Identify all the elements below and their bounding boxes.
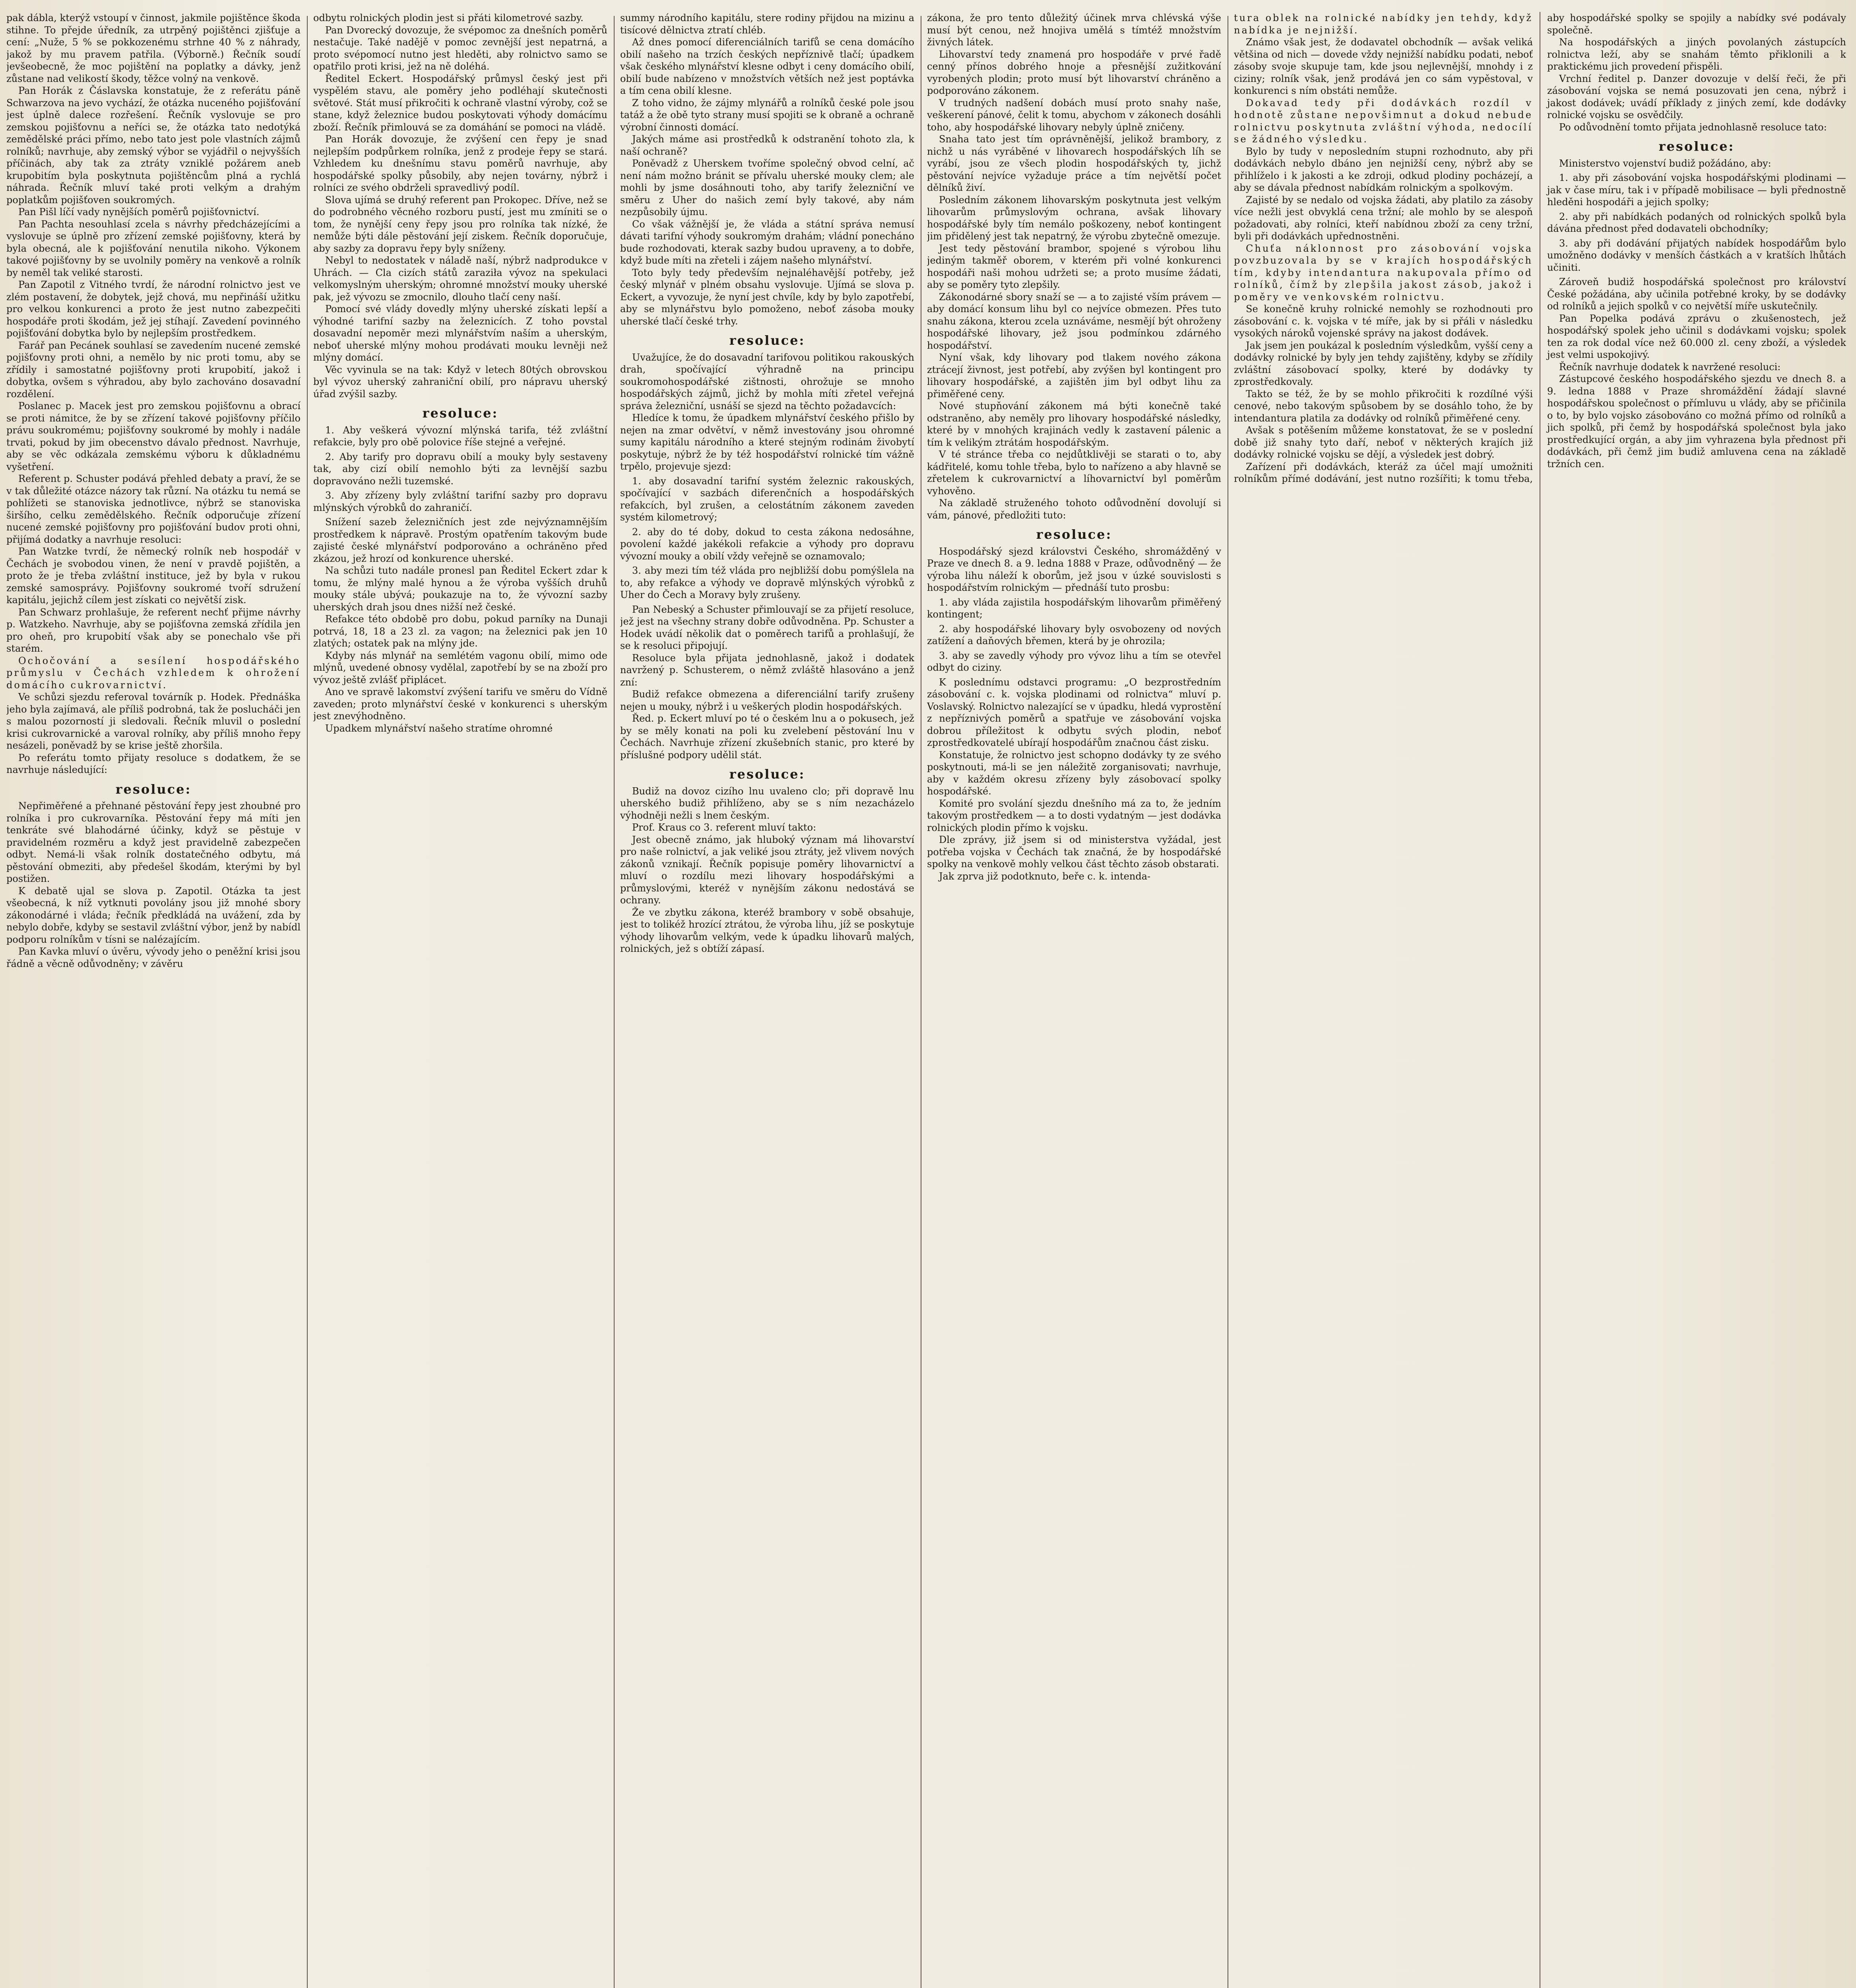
resolution-item: 1. aby vláda zajistila hospodářským lihovarům přiměřený kontingent; — [927, 596, 1221, 620]
paragraph: Refakce této obdobě pro dobu, pokud parníky na Dunaji potrvá, 18, 18 a 23 zl. za vagon; na železnici pak jen 10 zlatých; ostatek pak na mlýny jde. — [313, 613, 607, 649]
resolution-heading: resoluce: — [1658, 139, 1735, 154]
paragraph: Známo však jest, že dodavatel obchodník — avšak veliká většina od nich — dovede vždy nejnižší nabídku podati, neboť zásoby svoje skupuje tam, kde jsou nejlevnější, mnohdy i z ciziny; rolník však, jenž prodává jen co sám vypěstoval, v konkurenci s ním obstáti nemůže. — [1234, 37, 1533, 96]
paragraph: Slova ujímá se druhý referent pan Prokopec. Dříve, než se do podrobného věcného rozboru pustí, jest mu zmíniti se o tom, že nynější ceny řepy jsou pro rolníka tak nízké, že nemůže býti dále pěstování její ziskem. Řečník doporučuje, aby sazby za dopravu řepy byly sníženy. — [313, 194, 607, 254]
paragraph: Resoluce byla přijata jednohlasně, jakož i dodatek navržený p. Schusterem, o němž zvláště hlasováno a jenž zní: — [620, 652, 914, 688]
paragraph: Zajisté by se nedalo od vojska žádati, aby platilo za zásoby více nežli jest obvyklá cena tržní; ale mohlo by se alespoň požadovati, aby rolníci, kteří nabídnou zboží za ceny tržní, byli při dodávkách upřednostněni. — [1234, 194, 1533, 242]
paragraph: Budiž refakce obmezena a diferenciální tarify zrušeny nejen u mouky, nýbrž i u veškerých plodin hospodářských. — [620, 689, 914, 712]
paragraph: Poněvadž z Uherskem tvoříme společný obvod celní, ač není nám možno bránit se přívalu uherské mouky clem; ale mohli by jsme dosáhnouti toho, aby tarify železniční ve směru z Uher do našich zemí byly takové, aby nám nezpůsobily újmu. — [620, 158, 914, 217]
resolution-item: 3. aby při dodávání přijatých nabídek hospodářům bylo umožněno dodávky v menších částkách a v kratších lhůtách učiniti. — [1547, 237, 1846, 273]
resolution-heading: resoluce: — [729, 333, 805, 348]
paragraph: Komité pro svolání sjezdu dnešního má za to, že jedním takovým prostředkem — a to dosti vydatným — jest dodávka rolnických plodin přímo k vojsku. — [927, 798, 1221, 833]
paragraph: Kdyby nás mlynář na semlétém vagonu obilí, mimo ode mlýnů, uvedené obnosy vydělal, zapotřebí by se na zboží pro vývoz ještě zvlášť připlácet. — [313, 650, 607, 685]
resolution-heading: resoluce: — [1036, 527, 1112, 542]
resolution-item: 1. aby při zásobování vojska hospodářskými plodinami — jak v čase míru, tak i v případě mobilisace — byli přednostně hleděni hospodáři a jejich spolky; — [1547, 172, 1846, 208]
column-divider — [614, 16, 615, 1988]
paragraph: Pan Kavka mluví o úvěru, vývody jeho o peněžní krisi jsou řádně a věcně odůvodněny; v závěru — [6, 946, 301, 969]
paragraph: Že ve zbytku zákona, kteréž brambory v sobě obsahuje, jest to tolikéž hrozící ztrátou, že výroba lihu, jíž se poskytuje výhody lihovarům velkým, vede k úpadku lihovarů malých, rolnických, jež s obtíží zápasí. — [620, 907, 914, 954]
paragraph: Pan Horák z Čáslavska konstatuje, že z referátu páně Schwarzova na jevo vychází, že otázka nuceného pojišťování jest úplně dalece rozřešení. Řečník vyslovuje se pro zemskou pojišťovnu a neříci se, že otázka tato nedotýká zemědělské práci přímo, nebo tato jest pole vlastních zájmů rolníků; navrhuje, aby zemský výbor se vyjádřil o nejvyšších příčinách, aby tak za ztráty vzniklé požárem aneb krupobitím byla poskytnuta pojištěncům plná a rychlá náhrada. Řečník mluví také proti velkým a drahým poplatkům pojišťoven soukromých. — [6, 85, 301, 206]
column-2 — [313, 12, 607, 1988]
paragraph: V trudných nadšení dobách musí proto snahy naše, veškerení pánové, čelit k tomu, abychom v zákonech dosáhli toho, aby hospodářské lihovary nebyly úplně zničeny. — [927, 97, 1221, 133]
paragraph: Uvažujíce, že do dosavadní tarifovou politikou rakouských drah, spočívající výhradně na principu soukromohospodářské zištnosti, ohrožuje se mnoho hospodářských zájmů, jichž by mohla míti zřetel veřejná správa železniční, usnáší se sjezd na těchto požadavcích: — [620, 351, 914, 412]
paragraph: Pan Zapotil z Vitného tvrdí, že národní rolnictvo jest ve zlém postavení, že dobytek, jejž chová, mu nepřináší užitku pro velkou konkurenci a proto že jest nutno zabezpečiti hospodáře proti škodám, jež jej stíhají. Zavedení povinného pojišťování dobytka bylo by nejlepším prostředkem. — [6, 279, 301, 339]
paragraph: Až dnes pomocí diferenciálních tarifů se cena domácího obilí našeho na trzích českých nepříznivě tlačí; úpadkem však českého mlynářství klesne odbyt i ceny domácího obilí, obilí bude nabízeno v množstvích větších než jest poptávka a tím cena obilí klesne. — [620, 37, 914, 96]
paragraph: Lihovarství tedy znamená pro hospodáře v prvé řadě cenný přínos dobrého hnoje a přesnější zužitkování vyrobených plodin; proto musí být lihovarství chráněno a podporováno zákonem. — [927, 49, 1221, 96]
paragraph: Pan Schwarz prohlašuje, že referent nechť přijme návrhy p. Watzkeho. Navrhuje, aby se pojišťovna zemská zřídila jen pro oheň, pro krupobití však aby se ponechalo vše při starém. — [6, 606, 301, 654]
resolution-item: 3. aby se zavedly výhody pro vývoz lihu a tím se otevřel odbyt do ciziny. — [927, 650, 1221, 673]
paragraph: Hledíce k tomu, že úpadkem mlynářství českého přišlo by nejen na zmar odvětví, v němž investovány jsou ohromné sumy kapitálu národního a které stejným rodinám živobytí poskytuje, nýbrž že by též hospodářství rolnické tím vážně trpělo, projevuje sjezd: — [620, 412, 914, 472]
resolution-heading: resoluce: — [115, 781, 192, 797]
paragraph: Jakých máme asi prostředků k odstranění tohoto zla, k naší ochraně? — [620, 134, 914, 157]
resolution-item: 2. aby do té doby, dokud to cesta zákona nedosáhne, povolení každé jakékoli refakcie a výhody pro dopravu vývozní mouky a obilí vždy veřejně se oznamovalo; — [620, 526, 914, 562]
paragraph: V té stránce třeba co nejdůtklivěji se starati o to, aby kádřitelé, komu tohle třeba, bylo to nařízeno a aby hlavně se zřetelem k cukrovarnictví a líhovarnictví byl poměrům vyhověno. — [927, 449, 1221, 497]
paragraph: Pan Pachta nesouhlasí zcela s návrhy předcházejícími a vyslovuje se úplně pro zřízení zemské pojišťovny, která by byla obecná, ale k pojišťování nenutila nikoho. Výkonem takové pojišťovny by se uvolnily poměry na venkově a rolník by neměl tak veliké starosti. — [6, 218, 301, 278]
paragraph: Dle zprávy, již jsem si od ministerstva vyžádal, jest potřeba vojska v Čechách tak značná, že by hospodářské spolky na venkově mohly velkou část těchto zásob obstarati. — [927, 834, 1221, 870]
paragraph: Zákonodárné sbory snaží se — a to zajisté vším právem — aby domácí konsum lihu byl co nejvíce obmezen. Přes tuto snahu zákona, kterou zcela uznáváme, nesmějí být ohroženy hospodářské lihovary, jež jsou podmínkou zdárného hospodářství. — [927, 291, 1221, 351]
paragraph: Prof. Kraus co 3. referent mluví takto: — [632, 822, 816, 833]
paragraph: Pan Popelka podává zprávu o zkušenostech, jež hospodářský spolek jeho učinil s dodávkami vojsku; spolek ten za rok dodal více než 60.000 zl. ceny zboží, a výsledek jest velmi uspokojivý. — [1547, 313, 1846, 360]
paragraph: Budiž na dovoz cizího lnu uvaleno clo; při dopravě lnu uherského budiž přihlíženo, aby se s ním nezacházelo výhodněji nežli s lnem českým. — [620, 785, 914, 821]
paragraph: Takto se též, že by se mohlo přikročiti k rozdílné výši cenové, nebo takovým spůsobem by se dosáhlo toho, že by intendantura platila za dodávky od rolníků přiměřené ceny. — [1234, 388, 1533, 424]
paragraph: Ministerstvo vojenství budiž požádáno, aby: — [1559, 157, 1771, 169]
resolution-item: 1. Aby veškerá vývozní mlýnská tarifa, též zvláštní refakcie, byly pro obě polovice říše stejné a veřejné. — [313, 424, 607, 448]
paragraph: Na základě struženého tohoto odůvodnění dovolují si vám, pánové, předložiti tuto: — [927, 497, 1221, 521]
paragraph: Po referátu tomto přijaty resoluce s dodatkem, že se navrhuje následující: — [6, 752, 301, 775]
paragraph: Pan Pišl líčí vady nynějších poměrů pojišťovnictví. — [18, 206, 260, 217]
resolution-item: 2. aby hospodářské lihovary byly osvobozeny od nových zatížení a daňových břemen, která by je ohrozila; — [927, 623, 1221, 646]
paragraph: Se konečně kruhy rolnické nemohly se rozhodnouti pro zásobování c. k. vojska v té míře, jak by si přáli v následku vysokých nároků vojenské správy na jakost dodávek. — [1234, 303, 1533, 339]
paragraph: tura oblek na rolnické nabídky jen tehdy, když nabídka je nejnižší. — [1234, 12, 1533, 36]
paragraph: Snaha tato jest tím oprávněnější, jelikož brambory, z nichž u nás vyráběné v lihovarech hospodářských líh se vyrábí, jsou ze všech plodin hospodářských ty, jichž pěstování nejvíce vyžaduje práce a tím největší počet dělníků živí. — [927, 134, 1221, 193]
resolution-item: 3. Aby zřízeny byly zvláštní tarifní sazby pro dopravu mlýnských výrobků do zahraničí. — [313, 490, 607, 513]
paragraph: Po odůvodnění tomto přijata jednohlasně resoluce tato: — [1559, 121, 1827, 133]
paragraph: Na hospodářských a jiných povolaných zástupcích rolnictva leží, aby se snahám těmto přiklonili a k praktickému jich provedení přispěli. — [1547, 37, 1846, 72]
column-3 — [620, 12, 914, 1988]
paragraph: Z toho vidno, že zájmy mlynářů a rolníků české pole jsou tatáž a že obě tyto strany musí spojiti se k obraně a ochraně výrobní činnosti domácí. — [620, 97, 914, 133]
column-divider — [307, 16, 308, 1988]
paragraph: Pan Nebeský a Schuster přimlouvají se za přijetí resoluce, jež jest na všechny strany dobře odůvodněna. Pp. Schuster a Hodek uvádí několik dat o poměrech tarifů a prohlašují, že se k resoluci připojují. — [620, 604, 914, 651]
paragraph: zákona, že pro tento důležitý účinek mrva chlévská výše musí být cenou, než hnojiva umělá s tímtéž množstvím živných látek. — [927, 12, 1221, 48]
paragraph: Zástupcové českého hospodářského sjezdu ve dnech 8. a 9. ledna 1888 v Praze shromáždění žádají slavné hospodářskou společnost o přímluvu u vlády, aby se přičinila o to, by bylo vojsko zásobováno co možná přímo od rolníků a jich spolků, při čemž by hospodářská společnost byla jako prostředkující orgán, a aby jim vyhrazena byla přednost při dodávkách, při čemž jim budiž amluvena cena na základě tržních cen. — [1547, 373, 1846, 470]
paragraph: Avšak s potěšením můžeme konstatovat, že se v poslední době již snahy tyto daří, neboť v některých krajích již dodávky rolnické vojsku se dějí, a výsledek jest dobrý. — [1234, 425, 1533, 460]
column-4 — [927, 12, 1221, 1988]
paragraph: Snížení sazeb železničních jest zde nejvýznamnějším prostředkem k nápravě. Prostým opatřením takovým bude zajisté české mlynářství podporováno a ochráněno před zkázou, jež hrozí od konkurence uherské. — [313, 516, 607, 564]
paragraph: Jest obecně známo, jak hluboký význam má lihovarství pro naše rolnictví, a jak veliké jsou ztráty, jež vlivem nových zákonů vznikají. Řečník popisuje poměry lihovarnictví a mluví o rozdílu mezi lihovary hospodářskými a průmyslovými, kteréž v nynějším zákonu nedostává se ochrany. — [620, 834, 914, 906]
paragraph: Farář pan Pecánek souhlasí se zavedením nucené zemské pojišťovny proti ohni, a nemělo by nic proti tomu, aby se zřídily i samostatné pojišťovny proti krupobití, jakož i dobytka, ovšem s výhradou, aby bylo zachováno dosavadní rozdělení. — [6, 340, 301, 400]
section-heading: Ochočování a sesílení hospodářského průmyslu v Čechách vzhledem k ohrožení domácího cukrovarnictví. — [6, 655, 301, 691]
paragraph: Řed. p. Eckert mluví po té o českém lnu a o pokusech, jež by se měly konati na poli ku zvelebení pěstování lnu v Čechách. Navrhuje zřízení zkušebních stanic, pro které by příslušné podpory udělil stát. — [620, 713, 914, 761]
paragraph: Posledním zákonem lihovarským poskytnuta jest velkým lihovarům průmyslovým ochrana, avšak lihovary hospodářské byly tím nemálo poškozeny, neboť kontingent jim přidělený jest tak nepatrný, že výrobu zbytečně omezuje. — [927, 194, 1221, 242]
paragraph: Nebyl to nedostatek v náladě naší, nýbrž nadprodukce v Uhrách. — Cla cizích států zaraziła vývoz na spekulaci velkomyslným uherským; ohromné množství mouky uherské pak, jež vývozu se zmocnilo, dlouho tlačí ceny naší. — [313, 255, 607, 303]
paragraph: Konstatuje, že rolnictvo jest schopno dodávky ty ze svého poskytnouti, má-li se jen náležitě zorganisovati; navrhuje, aby v každém okresu zřízeny byly zásobovací spolky hospodářské. — [927, 749, 1221, 797]
resolution-item: 2. aby při nabídkách podaných od rolnických spolků byla dávána přednost před dodavateli obchodníky; — [1547, 211, 1846, 234]
paragraph: Toto byly tedy především nejnaléhavější potřeby, jež český mlynář v plném obsahu vyslovuje. Ujímá se slova p. Eckert, a vyvozuje, že nyní jest chvíle, kdy by bylo zapotřebí, aby se mlynářstvu bylo pomoženo, neboť zásoba mouky uherské tlačí české trhy. — [620, 267, 914, 327]
paragraph: Dokavad tedy při dodávkách rozdíl v hodnotě zůstane nepovšimnut a dokud nebude rolnictvu poskytnuta zvláštní výhoda, nedocílí se žádného výsledku. — [1234, 97, 1533, 145]
paragraph: Ředitel Eckert. Hospodářský průmysl český jest při vyspělém stavu, ale poměry jeho podléhají skutečnosti světové. Stát musí přikročiti k ochraně vlastní výroby, což se stane, když železnice budou poskytovati výhody domácímu zboží. Řečník přimlouvá se za domáhání se pomoci na vládě. — [313, 73, 607, 133]
paragraph: Vrchní ředitel p. Danzer dovozuje v delší řeči, že při zásobování vojska se nemá posuzovati jen cena, nýbrž i jakost dodávek; uvádí příklady z jiných zemí, kde dodávky rolnické vojsku se osvědčily. — [1547, 73, 1846, 120]
paragraph: Pan Watzke tvrdí, že německý rolník neb hospodář v Čechách je svobodou vinen, že není v pravdě pojištěn, a proto že je třeba zvláštní instituce, jež by byla v rukou zemské samosprávy. Pojišťovny soukromé tvoří sdružení kapitálu, jejichž cílem jest získati co největší zisk. — [6, 546, 301, 606]
column-1 — [6, 12, 301, 1988]
paragraph: Poslanec p. Macek jest pro zemskou pojišťovnu a obrací se proti námitce, že by se zřízení takové pojišťovny příčilo právu soukromému; pojišťovny soukromé by mohly i nadále trvati, pokud by jim obecenstvo dávalo přednost. Navrhuje, aby se věc odkázala zemskému výboru k důkladnému vyšetření. — [6, 400, 301, 472]
paragraph: Zároveň budiž hospodářská společnost pro království České požádána, aby učinila potřebné kroky, by se dodávky od rolníků a jejich spolků v co největší míře uskutečnily. — [1547, 276, 1846, 312]
paragraph: Řečník navrhuje dodatek k navržené resoluci: — [1559, 361, 1781, 373]
paragraph: Jak zprva již podotknuto, beře c. k. intenda- — [939, 870, 1151, 882]
paragraph: summy národního kapitálu, stere rodiny přijdou na mizinu a tisícové dělnictva ztratí chléb. — [620, 12, 914, 36]
paragraph: Nové stupňování zákonem má býti konečně také odstraněno, aby neměly pro lihovary hospodářské následky, které by v mnohých krajinách vedly k zastavení pálenic a tím k velikým ztrátám hospodářským. — [927, 400, 1221, 448]
paragraph: Nyní však, kdy lihovary pod tlakem nového zákona ztrácejí živnost, jest potřebí, aby zvýšen byl kontingent pro lihovary hospodářské, a zajištěn jim byl odbyt lihu za přiměřené ceny. — [927, 352, 1221, 400]
paragraph: Pan Horák dovozuje, že zvýšení cen řepy je snad nejlepším podpůrkem rolníka, jenž z prodeje řepy se stará. Vzhledem ku dnešnímu stavu poměrů navrhuje, aby hospodářské spolky působily, aby nejen továrny, nýbrž i rolníci ze svého obdrželi spravedlivý podíl. — [313, 134, 607, 193]
paragraph: K poslednímu odstavci programu: „O bezprostředním zásobování c. k. vojska plodinami od rolnictva“ mluví p. Voslavský. Rolnictvo nalezající se v úpadku, hledá vyprostění z nepříznivých poměrů a spatřuje ve zásobování vojska dobrou příležitost k odbytu svých plodin, neboť zprostředkovatelé ubírají hospodářům značnou část zisku. — [927, 676, 1221, 748]
paragraph: Hospodářský sjezd královstvi Českého, shromážděný v Praze ve dnech 8. a 9. ledna 1888 v Praze, odůvodněný — že výroba lihu náleží k oborům, jež jsou v úzké souvislosti s hospodářstvím rolnickým — přednáší tuto prosbu: — [927, 546, 1221, 593]
paragraph: Jak jsem jen poukázal k posledním výsledkům, vyšší ceny a dodávky rolnické by byly jen tehdy zajištěny, kdyby se zřídily zvláštní zásobovací spolky, které by dodávky ty zprostředkovaly. — [1234, 340, 1533, 387]
paragraph: Nepřiměřené a přehnané pěstování řepy jest zhoubné pro rolníka i pro cukrovarníka. Pěstování řepy má míti jen tenkráte své blahodárné účinky, když se pěstuje v pravidelném rozměru a když jest pravidelně zabezpečen odbyt. Nemá-li však rolník dostatečného odbytu, má pěstování obmeziti, aby předešel škodám, kterými by byl postižen. — [6, 800, 301, 884]
paragraph: Ve schůzi sjezdu referoval továrník p. Hodek. Přednáška jeho byla zajímavá, ale příliš podrobná, tak že poslucháči jen s malou pozorností ji sledovali. Řečník mluvil o poslední krisi cukrovarnické a varoval rolníky, aby příliš mnoho řepy nesázeli, poněvadž by se krise ještě zhoršila. — [6, 691, 301, 751]
resolution-heading: resoluce: — [729, 767, 805, 782]
resolution-heading: resoluce: — [422, 406, 498, 421]
paragraph: Na schůzi tuto nadále pronesl pan Ředitel Eckert zdar k tomu, že mlýny malé hynou a že výroba vyšších druhů mouky stále ubývá; poukazuje na to, že vývozní sazby uherských drah jsou dnes nižší než české. — [313, 565, 607, 613]
column-5 — [1234, 12, 1846, 1988]
paragraph: Jest tedy pěstování brambor, spojené s výrobou lihu jediným takměř oborem, v kterém při volné konkurenci hospodáři naši mohou udržeti se; a proto musíme žádati, aby se poměry tyto zlepšily. — [927, 243, 1221, 290]
paragraph: Co však vážnější je, že vláda a státní správa nemusí dávati tarifní výhody soukromým drahám; vládní ponecháno bude rozhodovati, kterak sazby budou upraveny, a to dobře, když bude míti na zřeteli i zájem našeho mlynářství. — [620, 218, 914, 266]
paragraph: K debatě ujal se slova p. Zapotil. Otázka ta jest všeobecná, k níž vytknuti povolány jsou již mnohé sbory zákonodárné i vláda; řečník předkládá na uvážení, zda by nebylo dobře, kdyby se sestavil zvláštní výbor, jenž by nabídl podporu rolníkům v tísni se nalézajícím. — [6, 885, 301, 945]
paragraph: Pan Dvorecký dovozuje, že svépomoc za dnešních poměrů nestačuje. Také nadějě v pomoc zevnější jest nepatrná, a proto svépomocí nutno jest hleděti, aby rolnictvo samo se opatřilo proti krisi, jež na ně doléhá. — [313, 24, 607, 72]
paragraph: Pomocí své vlády dovedly mlýny uherské získati lepší a výhodné tarifní sazby na železnicích. Z toho povstal dosavadní nepoměr mezi mlynářstvím naším a uherským, neboť uherské mlýny mohou prodávati mouku levněji než mlýny domácí. — [313, 303, 607, 363]
paragraph: pak dábla, kterýž vstoupí v činnost, jakmile pojištěnce škoda stihne. To přejde úředník, za utrpěný pojištěnci zjišťuje a cení: „Nuže, 5 % se pokkozenému strhne 40 % z náhrady, jakož by mu pravem patřila. (Výborně.) Řečník soudí jevšeobecně, že moc pojištění na poplatky a dávky, jenž zůstane nad velikostí škody, těžce volný na venkově. — [6, 12, 301, 84]
paragraph: Upadkem mlynářství našeho stratíme ohromné — [325, 722, 553, 734]
paragraph: Bylo by tudy v neposledním stupni rozhodnuto, aby při dodávkách nebylo dbáno jen nejnižší ceny, nýbrž aby se přihlíželo i k jakosti a ke zdroji, odkud plodiny pocházejí, a aby se dávala přednost nabídkám rolnickým a spolkovým. — [1234, 146, 1533, 193]
column-5-flow — [1234, 12, 1846, 1988]
paragraph: Chuťa náklonnost pro zásobování vojska povzbuzovala by se v krajích hospodářských tím, kdyby intendantura nakupovala přímo od rolníků, čímž by zlepšila jakost zásob, jakož i poměry ve venkovském rolnictvu. — [1234, 243, 1533, 303]
paragraph: Věc vyvinula se na tak: Když v letech 80tých obrovskou byl vývoz uherský zahraniční obilí, pro nápravu uherský úřad zvýšil sazby. — [313, 364, 607, 400]
paragraph: Zařízení při dodávkách, kteráž za účel mají umožniti rolníkům přímé dodávání, jest nutno rozšířiti; k tomu třeba, aby hospodářské spolky se spojily a nabídky své podávaly společně. — [1234, 12, 1846, 484]
resolution-item: 1. aby dosavadní tarifní systém železnic rakouských, spočívající v sazbách diferenčních a hospodářských refakcích, byl zrušen, a celostátním zákonem zaveden systém kilometrový; — [620, 475, 914, 523]
resolution-item: 2. Aby tarify pro dopravu obilí a mouky byly sestaveny tak, aby cizí obilí nemohlo býti za levnější sazbu dopravováno nežli tuzemské. — [313, 451, 607, 487]
paragraph: Referent p. Schuster podává přehled debaty a praví, že se v tak důležité otázce názory tak různí. Na otázku tu nemá se pohlížeti se stanoviska jednotlivce, nýbrž se stanoviska širšího, celku zemědělského. Řečník odporučuje zřízení nucené zemské pojišťovny pro pojišťování budov proti ohni, přijímá dodatky a navrhuje resoluci: — [6, 473, 301, 545]
paragraph: odbytu rolnických plodin jest si přáti kilometrové sazby. — [313, 12, 584, 23]
resolution-item: 3. aby mezi tím též vláda pro nejbližší dobu pomýšlela na to, aby refakce a výhody ve dopravě mlýnských výrobků z Uher do Čech a Moravy byly zrušeny. — [620, 565, 914, 600]
paragraph: Ano ve spravě lakomství zvýšení tarifu ve směru do Vídně zaveden; proto mlynářství české v konkurenci s uherským jest znevýhodněno. — [313, 686, 607, 722]
